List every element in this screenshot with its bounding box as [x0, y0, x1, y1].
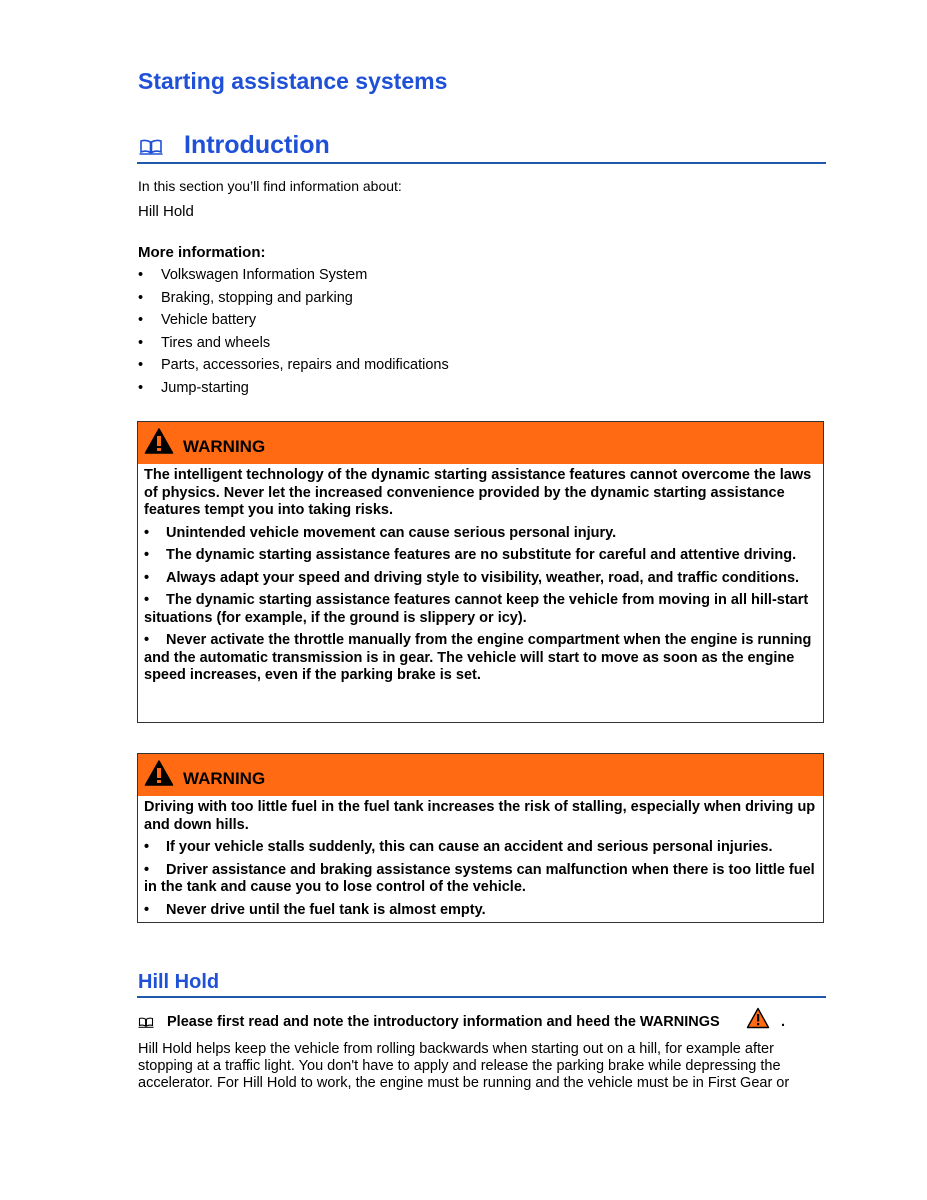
list-item-label: Braking, stopping and parking [161, 289, 353, 306]
bullet: • [138, 334, 144, 351]
book-icon [139, 139, 163, 155]
list-item [138, 334, 449, 357]
bullet: • [144, 524, 150, 541]
warning-item [144, 632, 817, 685]
introduction-heading [137, 130, 826, 164]
note-period: . [781, 1014, 786, 1030]
list-item-label: Volkswagen Information System [161, 267, 368, 283]
warning-item-text: Unintended vehicle movement can cause serious personal injury. [166, 524, 617, 541]
more-info-list [138, 266, 449, 402]
warning-triangle-icon [144, 759, 174, 787]
list-item [138, 289, 449, 312]
bullet: • [138, 312, 144, 329]
warning-triangle-icon [144, 427, 174, 455]
warning-lead: The intelligent technology of the dynamic starting assistance features cannot overcome the laws of physics. Never let the increased convenience provided by the dynamic starting assistance features tempt you into taking risks. [144, 467, 812, 518]
warning-item [144, 570, 817, 588]
warning-title: WARNING [183, 437, 266, 456]
list-item-label: Tires and wheels [161, 334, 271, 351]
warning-triangle-icon[interactable] [746, 1007, 770, 1029]
list-item-label: Jump-starting [161, 379, 249, 396]
bullet: • [144, 861, 150, 878]
warning-body [138, 464, 823, 689]
bullet: • [144, 592, 150, 608]
warning-box-dynamic-starting [137, 421, 824, 723]
warning-item-text: Never activate the throttle manually from the engine compartment when the engine is running and the automatic transmission is in gear. The vehicle will start to move as soon as the engine speed increases, even if the parking brake is set. [144, 632, 812, 683]
hill-hold-paragraph: Hill Hold helps keep the vehicle from rolling backwards when starting out on a hill, for example after stopping at a traffic light. You don't have to apply and release the parking brake while depressing the accelerator. For Hill Hold to work, the engine must be running and the vehicle must be in First Gear or [138, 1041, 790, 1091]
warning-item [144, 547, 817, 565]
warning-lead: Driving with too little fuel in the fuel tank increases the risk of stalling, especially when driving up and down hills. [144, 799, 816, 833]
bullet: • [138, 379, 144, 396]
warning-item-text: Never drive until the fuel tank is almost empty. [166, 901, 486, 918]
bullet: • [138, 289, 144, 306]
warning-item [144, 862, 817, 897]
warning-item [144, 525, 817, 543]
section-title: Introduction [184, 131, 330, 159]
section-title: Hill Hold [138, 971, 220, 993]
list-item-label: Vehicle battery [161, 312, 257, 329]
warning-item-text: Driver assistance and braking assistance systems can malfunction when there is too little fuel in the tank and cause you to lose control of the vehicle. [144, 861, 815, 895]
note-text: Please first read and note the introductory information and heed the WARNINGS [167, 1014, 720, 1030]
more-info-heading: More information: [138, 244, 266, 261]
list-item [138, 311, 449, 334]
bullet: • [144, 547, 150, 563]
warning-body [138, 796, 823, 923]
book-icon [138, 1017, 154, 1028]
list-item [138, 356, 449, 379]
bullet: • [138, 357, 144, 374]
warning-box-fuel [137, 753, 824, 923]
warning-item-text: The dynamic starting assistance features are no substitute for careful and attentive driving. [166, 547, 797, 563]
warning-header [138, 422, 823, 464]
warning-item [144, 839, 817, 857]
intro-topic: Hill Hold [138, 203, 194, 220]
hill-hold-heading [137, 966, 826, 998]
warning-header [138, 754, 823, 796]
list-item [138, 379, 449, 402]
warning-item [144, 592, 817, 627]
list-item [138, 266, 449, 289]
intro-lead: In this section you’ll find information about: [138, 178, 402, 194]
warning-item-text: Always adapt your speed and driving style to visibility, weather, road, and traffic conditions. [166, 569, 800, 586]
bullet: • [144, 632, 150, 648]
bullet: • [144, 569, 150, 586]
list-item-label: Parts, accessories, repairs and modifications [161, 357, 449, 374]
warning-item-text: The dynamic starting assistance features cannot keep the vehicle from moving in all hill-start situations (for example, if the ground is slippery or icy). [144, 592, 809, 626]
bullet: • [138, 267, 144, 283]
warning-title: WARNING [183, 769, 266, 788]
warning-item-text: If your vehicle stalls suddenly, this can cause an accident and serious personal injuries. [166, 839, 773, 855]
warning-item [144, 902, 817, 920]
bullet: • [144, 839, 150, 855]
bullet: • [144, 901, 150, 918]
page-title: Starting assistance systems [138, 68, 448, 94]
